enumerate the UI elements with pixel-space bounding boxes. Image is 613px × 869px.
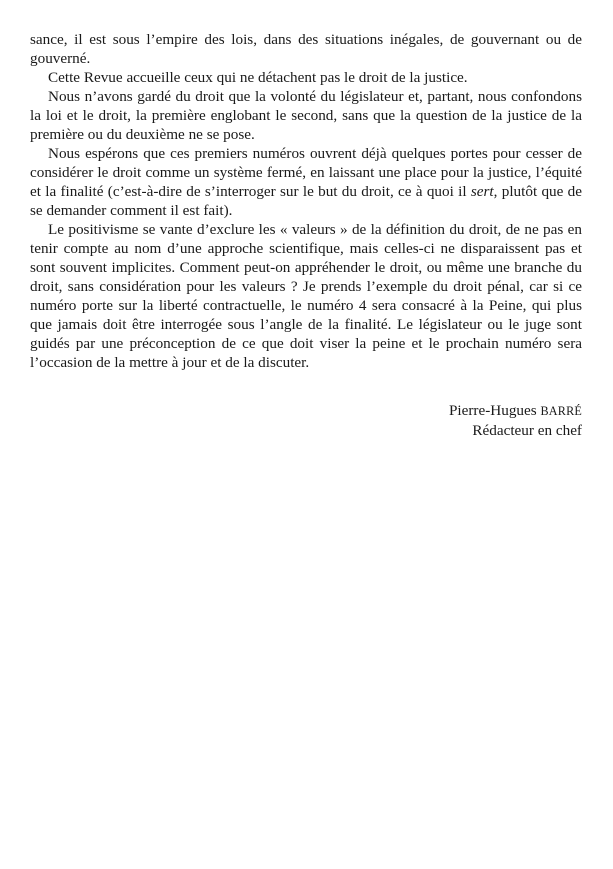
italic-text: sert xyxy=(470,183,494,200)
paragraph-text: Nous n’avons gardé du droit que la volonté du législateur et, partant, nous confondons la loi et le droit, la première englobant le second, sans que la question de la justice de la première ou du deuxième ne se pose. xyxy=(30,88,582,143)
paragraph-5 xyxy=(30,220,582,372)
paragraph-text: Nous espérons que ces premiers numéros ouvrent déjà quelques portes pour cesser de considérer le droit comme un système fermé, en laissant une place pour la justice, l’équité et la finalité (c’est-à-dire de s’interroger sur le but du droit, ce à quoi il xyxy=(30,145,582,200)
paragraph-text: sance, il est sous l’empire des lois, dans des situations inégales, de gouvernant ou de gouverné. xyxy=(30,31,582,67)
author-role: Rédacteur en chef xyxy=(472,422,582,439)
paragraph-2 xyxy=(30,68,582,87)
paragraph-text: Le positivisme se vante d’exclure les « valeurs » de la définition du droit, de ne pas en tenir compte au nom d’une approche scientifique, mais celles-ci ne disparaissent pas et sont souvent implicites. Comment peut-on appréhender le droit, ou même une branche du droit, sans considération pour les valeurs ? Je prends l’exemple du droit pénal, car si ce numéro porte sur la liberté contractuelle, le numéro 4 sera consacré à la Peine, qui plus que jamais doit être interrogée sous l’angle de la finalité. Le législateur ou le juge sont guidés par une préconception de ce que doit viser la peine et le prochain numéro sera l’occasion de la mettre à jour et de la discuter. xyxy=(30,221,582,371)
paragraph-text: , plutôt que de se demander comment il est fait). xyxy=(30,183,582,219)
author-first-name: Pierre-Hugues xyxy=(448,402,537,419)
author-line xyxy=(30,401,582,421)
signature-block xyxy=(30,401,582,440)
paragraph-text: Cette Revue accueille ceux qui ne détachent pas le droit de la justice. xyxy=(48,69,468,86)
paragraph-3 xyxy=(30,87,582,144)
paragraph-4 xyxy=(30,144,582,220)
paragraph-1 xyxy=(30,30,582,68)
author-last-name: BARRÉ xyxy=(540,404,582,418)
body-text xyxy=(30,30,582,372)
document-page xyxy=(30,30,582,440)
